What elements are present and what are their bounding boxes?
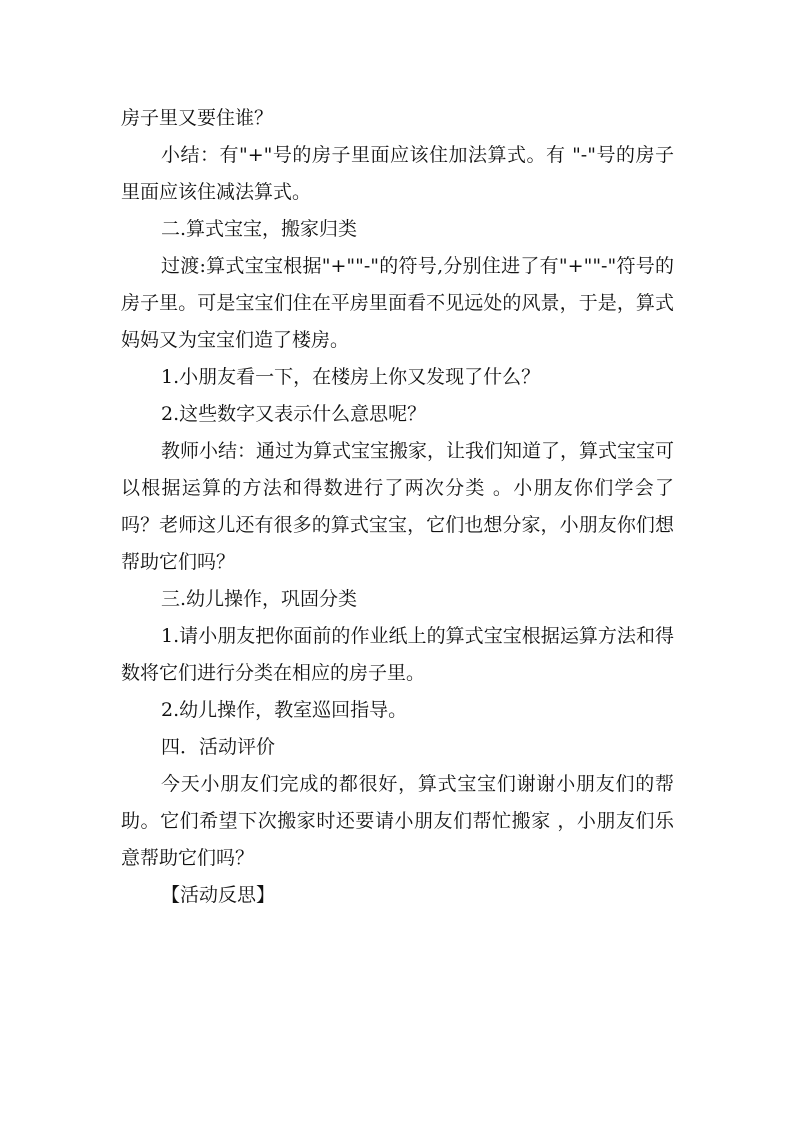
paragraph-intro-question: 房子里又要住谁？ (121, 107, 274, 129)
paragraph-transition: 过渡:算式宝宝根据"+""-"的符号,分别住进了有"+""-"符号的房子里。可是宝宝们住在平房里面看不见远处的风景，于是，算式妈妈又为宝宝们造了楼房。 (121, 255, 674, 351)
paragraph-evaluation: 今天小朋友们完成的都很好，算式宝宝们谢谢小朋友们的帮助。它们希望下次搬家时还要请小朋友们帮忙搬家 ，小朋友们乐意帮助它们吗？ (121, 773, 674, 869)
paragraph-teacher-summary: 教师小结：通过为算式宝宝搬家，让我们知道了，算式宝宝可以根据运算的方法和得数进行了两次分类 。小朋友你们学会了吗？老师这儿还有很多的算式宝宝，它们也想分家，小朋友你们想帮助它们吗？ (121, 440, 675, 573)
section-heading-reflection: 【活动反思】 (161, 884, 276, 906)
paragraph-summary: 小结：有"+"号的房子里面应该住加法算式。有 "-"号的房子里面应该住减法算式。 (121, 144, 674, 203)
section-heading-4: 四．活动评价 (161, 736, 276, 758)
document-body (121, 100, 674, 914)
list-item-1: 1.小朋友看一下，在楼房上你又发现了什么？ (161, 366, 541, 388)
list-item-3: 1.请小朋友把你面前的作业纸上的算式宝宝根据运算方法和得数将它们进行分类在相应的房子里。 (121, 625, 674, 684)
section-heading-3: 三.幼儿操作，巩固分类 (161, 588, 358, 610)
section-heading-2: 二.算式宝宝，搬家归类 (161, 218, 358, 240)
list-item-4: 2.幼儿操作，教室巡回指导。 (161, 699, 408, 721)
list-item-2: 2.这些数字又表示什么意思呢？ (161, 403, 427, 425)
